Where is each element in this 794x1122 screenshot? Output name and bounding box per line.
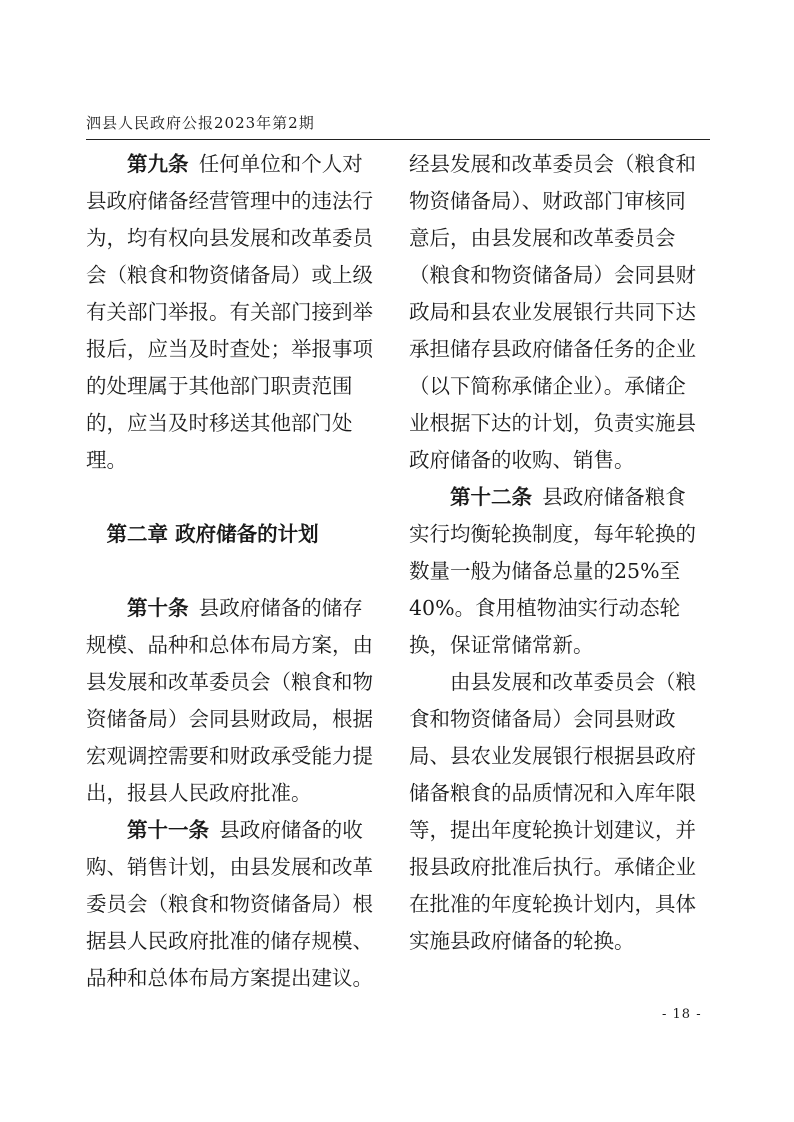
article-9-line: 的，应当及时移送其他部门处 [86, 411, 353, 435]
article-9-line: 的处理属于其他部门职责范围 [86, 374, 353, 398]
article-11-cont-line: 意后，由县发展和改革委员会 [409, 226, 676, 250]
article-12-line: 数量一般为储备总量的25%至 [409, 559, 681, 583]
article-12-p2-line: 储备粮食的品质情况和入库年限 [409, 781, 696, 805]
article-9-line: 报后，应当及时查处；举报事项 [86, 337, 373, 361]
right-column [409, 146, 710, 960]
article-12-p2-line: 食和物资储备局）会同县财政 [409, 707, 676, 731]
article-12-p2-text: 由县发展和改革委员会（粮 [450, 670, 696, 694]
article-11-cont-line: 业根据下达的计划，负责实施县 [409, 411, 696, 435]
article-12-paragraph-2 [409, 664, 710, 960]
article-12-p2-line: 等，提出年度轮换计划建议，并 [409, 818, 696, 842]
article-12-label: 第十二条 [450, 485, 532, 509]
article-9-line-1 [86, 146, 380, 183]
article-11-cont-line: 经县发展和改革委员会（粮食和 [409, 152, 696, 176]
publication-header: 泗县人民政府公报2023年第2期 [86, 114, 315, 132]
article-12-line: 实行均衡轮换制度，每年轮换的 [409, 522, 696, 546]
article-11-line-1 [86, 812, 380, 849]
article-11-cont-line: 承担储存县政府储备任务的企业 [409, 337, 696, 361]
article-12-p2-line: 实施县政府储备的轮换。 [409, 929, 635, 953]
article-9-text: 任何单位和个人对 [198, 152, 363, 176]
article-10-text: 县政府储备的储存 [198, 596, 363, 620]
article-10-line: 出，报县人民政府批准。 [86, 781, 312, 805]
header-divider [86, 139, 710, 140]
chapter-line [86, 516, 380, 553]
article-9-line: 会（粮食和物资储备局）或上级 [86, 263, 373, 287]
article-12-line: 换，保证常储常新。 [409, 633, 594, 657]
chapter-2-heading: 第二章 政府储备的计划 [106, 522, 319, 546]
article-11-cont-line: （粮食和物资储备局）会同县财 [409, 263, 696, 287]
article-11-line: 委员会（粮食和物资储备局）根 [86, 892, 373, 916]
article-11-cont-line: （以下简称承储企业）。承储企 [409, 374, 686, 398]
article-11-line: 品种和总体布局方案提出建议。 [86, 966, 373, 990]
left-column [86, 146, 380, 997]
article-10-line: 宏观调控需要和财政承受能力提 [86, 744, 373, 768]
article-9-line: 县政府储备经营管理中的违法行 [86, 189, 373, 213]
page-number: - 18 - [662, 1007, 702, 1022]
article-12 [409, 479, 710, 664]
article-9-label: 第九条 [127, 152, 189, 176]
article-10-line: 资储备局）会同县财政局，根据 [86, 707, 373, 731]
article-11-label: 第十一条 [127, 818, 209, 842]
article-12-p2-line-1 [409, 664, 710, 701]
article-12-p2-line: 报县政府批准后执行。承储企业 [409, 855, 696, 879]
article-11-cont-line: 物资储备局）、财政部门审核同 [409, 189, 686, 213]
spacer [86, 479, 380, 516]
article-9-line: 为，均有权向县发展和改革委员 [86, 226, 373, 250]
article-9 [86, 146, 380, 479]
article-12-line-1 [409, 479, 710, 516]
article-11-continued [409, 146, 710, 479]
article-10-line-1 [86, 590, 380, 627]
article-11-line: 据县人民政府批准的储存规模、 [86, 929, 373, 953]
article-11 [86, 812, 380, 997]
article-11-line: 购、销售计划，由县发展和改革 [86, 855, 373, 879]
article-12-p2-line: 局、县农业发展银行根据县政府 [409, 744, 696, 768]
spacer [86, 553, 380, 590]
article-9-line: 理。 [86, 448, 127, 472]
article-12-text: 县政府储备粮食 [542, 485, 686, 509]
article-10-label: 第十条 [127, 596, 189, 620]
article-9-line: 有关部门举报。有关部门接到举 [86, 300, 373, 324]
article-10-line: 规模、品种和总体布局方案，由 [86, 633, 373, 657]
article-10 [86, 590, 380, 812]
article-11-cont-line: 政府储备的收购、销售。 [409, 448, 635, 472]
article-12-p2-line: 在批准的年度轮换计划内，具体 [409, 892, 696, 916]
article-11-cont-line: 政局和县农业发展银行共同下达 [409, 300, 696, 324]
article-12-line: 40%。食用植物油实行动态轮 [409, 596, 681, 620]
article-11-text: 县政府储备的收 [219, 818, 363, 842]
article-10-line: 县发展和改革委员会（粮食和物 [86, 670, 373, 694]
